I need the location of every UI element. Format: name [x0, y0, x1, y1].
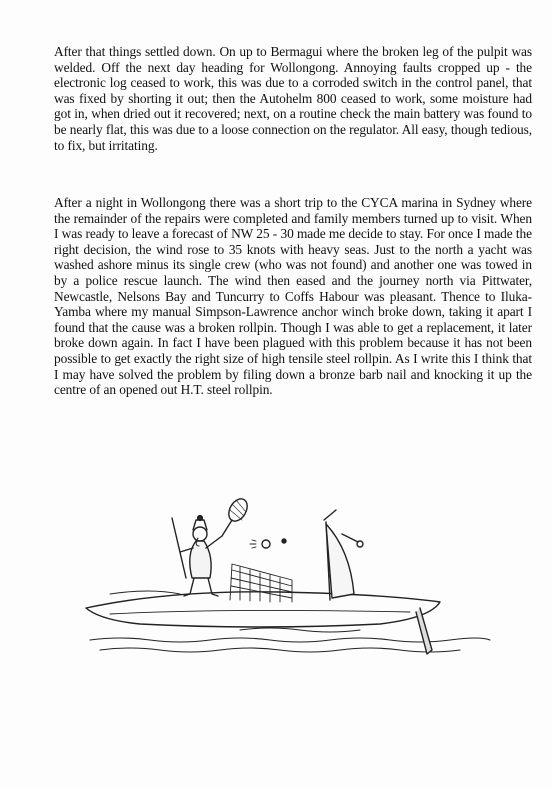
tennis-ball [250, 539, 286, 548]
mooring-line [110, 591, 180, 594]
tennis-racket [222, 496, 251, 536]
yacht-rudder [416, 608, 432, 654]
paragraph-1 [54, 44, 532, 153]
yacht-hull [86, 592, 440, 627]
paragraph-1-text: After that things settled down. On up to Bermagui where the broken leg of the pulpit was welded. Off the next day heading for Wollongong. Annoying faults cropped up - the electronic log ceased to work, this was due to a corroded switch in the control panel, that was fixed by shorting it out; then the Autohelm 800 ceased to work, some moisture had got in, when dried out it recovered; next, on a routine check the main battery was found to be nearly flat, this was due to a loose connection on the regulator. All easy, though tedious, to fix, but irritating. [54, 44, 532, 153]
sail-opponent [324, 510, 363, 600]
tennis-net [230, 564, 292, 602]
paragraph-2-text: After a night in Wollongong there was a short trip to the CYCA marina in Sydney where the remainder of the repairs were completed and family members turned up to visit. When I was ready to leave a forecast of NW 25 - 30 made me decide to stay. For once I made the right decision, the wind rose to 35 knots with heavy seas. Just to the north a yacht was washed ashore minus its single crew (who was not found) and another one was towed in by a police rescue launch. The wind then eased and the journey north via Pittwater, Newcastle, Nelsons Bay and Tuncurry to Coffs Habour was pleasant. Thence to Iluka-Yamba where my manual Simpson-Lawrence anchor winch broke down, taking it apart I found that the cause was a broken rollpin. Though I was able to get a replacement, it later broke down again. In fact I have been plagued with this problem because it has not been possible to get exactly the right size of high tensile steel rollpin. As I write this I think that I may have solved the problem by filing down a bronze barb nail and knocking it up the centre of an opened out H.T. steel rollpin. [54, 195, 532, 398]
mast-line [172, 518, 186, 578]
sailor-figure [180, 516, 222, 596]
sailing-tennis-cartoon [80, 490, 500, 670]
paragraph-2 [54, 195, 532, 398]
